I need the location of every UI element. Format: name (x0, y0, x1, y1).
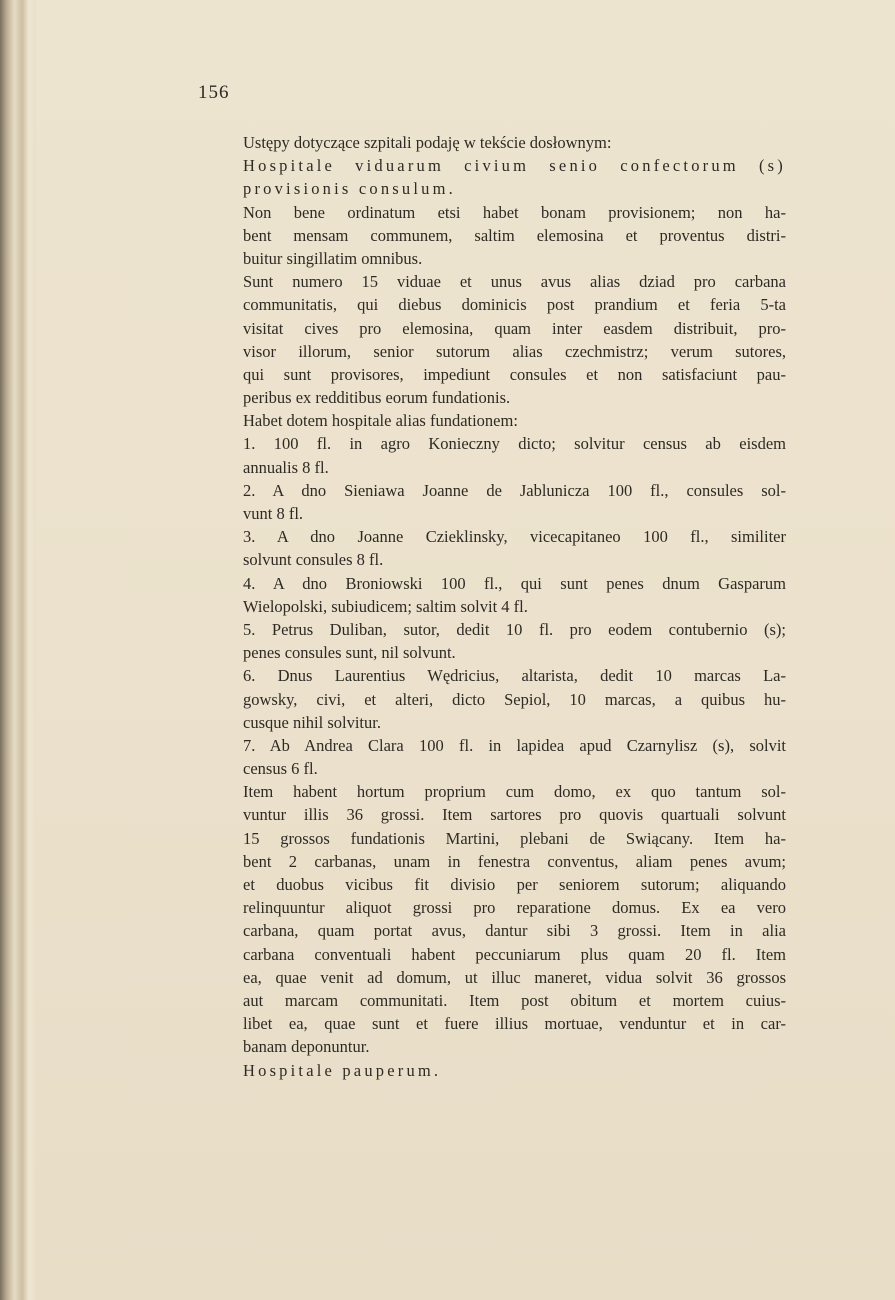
text-line: aut marcam communitati. Item post obitum et mortem cuius- (243, 990, 786, 1010)
text-line: solvunt consules 8 fl. (243, 550, 384, 570)
text-line: 1. 100 fl. in agro Konieczny dicto; solvitur census ab eisdem (243, 434, 786, 454)
text-line: carbana conventuali habent peccuniarum plus quam 20 fl. Item (243, 944, 786, 964)
text-line: visor illorum, senior sutorum alias czechmistrz; verum sutores, (243, 341, 786, 361)
text-line: 4. A dno Broniowski 100 fl., qui sunt penes dnum Gasparum (243, 573, 786, 593)
text-line: Ustępy dotyczące szpitali podaję w tekście dosłownym: (243, 133, 612, 152)
text-line: annualis 8 fl. (243, 457, 329, 477)
text-line: peribus ex redditibus eorum fundationis. (243, 388, 511, 408)
text-line: libet ea, quae sunt et fuere illius mortuae, venduntur et in car- (243, 1014, 786, 1034)
text-line: vunt 8 fl. (243, 504, 304, 523)
text-line: 6. Dnus Laurentius Wędricius, altarista, dedit 10 marcas La- (243, 666, 786, 686)
text-line: Sunt numero 15 viduae et unus avus alias dziad pro carbana (243, 272, 786, 292)
text-line: cusque nihil solvitur. (243, 712, 381, 732)
text-line: visitat cives pro elemosina, quam inter easdem distribuit, pro- (243, 318, 786, 338)
text-line: 3. A dno Joanne Czieklinsky, vicecapitaneo 100 fl., similiter (243, 527, 786, 547)
text-line: Wielopolski, subiudicem; saltim solvit 4 fl. (243, 596, 528, 616)
text-line: bent 2 carbanas, unam in fenestra conventus, aliam penes avum; (243, 851, 786, 871)
text-line: Hospitale viduarum civium senio confectorum (s) (243, 156, 786, 176)
text-line: banam deponuntur. (243, 1037, 370, 1057)
text-line: provisionis consulum. (243, 179, 456, 199)
text-line: penes consules sunt, nil solvunt. (243, 643, 456, 663)
text-line: carbana, quam portat avus, dantur sibi 3 grossi. Item in alia (243, 921, 786, 941)
text-line: Non bene ordinatum etsi habet bonam provisionem; non ha- (243, 202, 786, 222)
text-line: et duobus vicibus fit divisio per seniorem sutorum; aliquando (243, 875, 786, 894)
text-line: 2. A dno Sieniawa Joanne de Jablunicza 100 fl., consules sol- (243, 480, 786, 500)
text-line: vuntur illis 36 grossi. Item sartores pro quovis quartuali solvunt (243, 805, 786, 825)
text-line: buitur singillatim omnibus. (243, 248, 423, 268)
page-number: 156 (198, 82, 230, 103)
body-text (243, 131, 786, 1082)
text-line: Item habent hortum proprium cum domo, ex quo tantum sol- (243, 782, 786, 802)
text-line: qui sunt provisores, impediunt consules et non satisfaciunt pau- (243, 364, 786, 384)
text-line: 15 grossos fundationis Martini, plebani de Swiącany. Item ha- (243, 828, 786, 848)
text-line: communitatis, qui diebus dominicis post prandium et feria 5-ta (243, 295, 786, 315)
text-line: gowsky, civi, et alteri, dicto Sepiol, 10 marcas, a quibus hu- (243, 689, 786, 709)
text-line: Habet dotem hospitale alias fundationem: (243, 411, 518, 431)
text-line: ea, quae venit ad domum, ut illuc maneret, vidua solvit 36 grossos (243, 967, 786, 987)
text-line: 5. Petrus Duliban, sutor, dedit 10 fl. pro eodem contubernio (s); (243, 619, 786, 639)
book-spine-shadow (0, 0, 36, 1300)
text-line: bent mensam communem, saltim elemosina et proventus distri- (243, 225, 786, 245)
text-line: relinquuntur aliquot grossi pro reparatione domus. Ex ea vero (243, 898, 786, 918)
text-line: 7. Ab Andrea Clara 100 fl. in lapidea apud Czarnylisz (s), solvit (243, 735, 786, 755)
text-line: Hospitale pauperum. (243, 1060, 442, 1080)
text-line: census 6 fl. (243, 759, 318, 779)
